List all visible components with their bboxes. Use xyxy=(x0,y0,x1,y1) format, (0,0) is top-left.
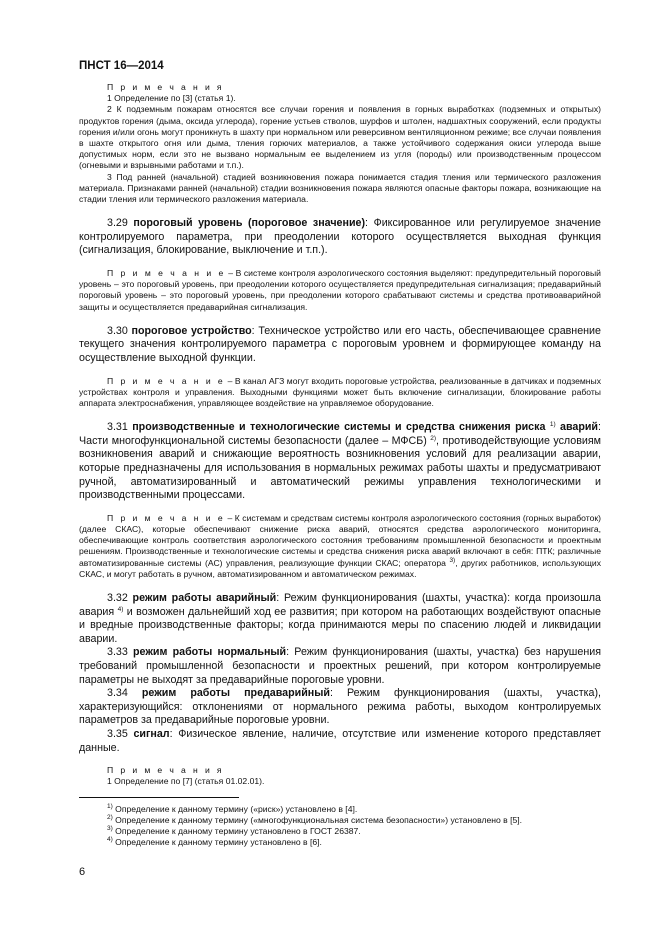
term-3-30: 3.30 пороговое устройство: Техническое устройство или его часть, обеспечивающее сравнение текущего значения контролируемого параметра с пороговым уровнем и формирующее команду на осуществление выходной функции. xyxy=(79,324,601,365)
term-title: пороговый уровень (пороговое значение) xyxy=(133,217,366,230)
footnote-ref-2: 2) xyxy=(430,434,437,442)
terms-3-32-to-3-35 xyxy=(79,592,601,755)
note-label: П р и м е ч а н и е xyxy=(107,375,226,386)
note-block-1 xyxy=(79,82,601,205)
term-title: режим работы нормальный xyxy=(133,646,287,659)
document-page xyxy=(79,60,601,848)
note-item-2: 2 К подземным пожарам относятся все случаи горения и появления в горных выработках (подземных и открытых) продуктов горения (дыма, оксида углерода), горение устьев стволов, шурфов и штолен, надшахтных сооружений, если продукты горения и/или огонь могут проникнуть в шахту при нормальном или реверсивном вентиляционном режиме; все случаи появления в шахте открытого огня или дыма, тления горючих материалов, а также устойчивого содержания окиси углерода выше допустимых норм, если это не вызвано нормальным ее выделением из угля (породы) или производственным процессом (огневыми и взрывными работами и т.п.). xyxy=(79,104,601,171)
document-header: ПНСТ 16—2014 xyxy=(79,60,164,72)
note-label: П р и м е ч а н и е xyxy=(107,268,226,279)
footnotes xyxy=(79,804,601,848)
term-3-33: 3.33 режим работы нормальный: Режим функционирования (шахты, участка) без нарушения требований промышленной безопасности и проектных решений, при котором контролируемые параметры не выходят за предаварийные пороговые уровни. xyxy=(79,646,601,686)
term-3-31: 3.31 производственные и технологические системы и средства снижения риска $^{1)}$ аварий: Части многофункциональной системы безопасности (далее – МФСБ) $^{2)}$, противодействующие условиям возникновения аварий и снижающие вероятность возникновения условий для реализации аварии, которые предназначены для использования в нормальных режимах работы шахты и предусматривают ручной, автоматизированный и автоматический режимы управления технологическими и производственными процессами. xyxy=(79,421,601,502)
term-title: режим работы аварийный xyxy=(132,592,277,604)
note-label: П р и м е ч а н и я xyxy=(107,765,224,776)
note-3-30: П р и м е ч а н и е – В канал АГЗ могут входить пороговые устройства, реализованные в датчиках и подземных устройствах контроля и управления. Выходными функциями может быть включение сигнализации, блокирование работы аппарата электроснабжения, управляющее воздействие на управляемое оборудование. xyxy=(79,375,602,409)
term-3-29: 3.29 пороговый уровень (пороговое значение): Фиксированное или регулируемое значение контролируемого параметра, при преодолении которого осуществляется выходная функция (сигнализация, блокирование, выключение и т.п.). xyxy=(79,217,601,257)
note-label: П р и м е ч а н и е xyxy=(107,512,226,523)
term-title: пороговое устройство xyxy=(131,324,252,337)
footnote-separator xyxy=(79,797,239,798)
footnote-4: $^{4)}$ Определение к данному термину установлено в [6]. xyxy=(107,835,322,847)
note-label: П р и м е ч а н и я xyxy=(107,82,224,92)
term-title: производственные и технологические системы и средства снижения риска xyxy=(132,421,546,434)
page-number: 6 xyxy=(79,866,86,878)
note-3-31: П р и м е ч а н и е – К системам и средствам системы контроля аэрологического состояния (горных выработок) (далее СКАС), которые обеспечивают снижение риска аварий, относятся средства аэрологического мониторинга, обеспечивающие контроль соответствия аэрологического состояния требованиям промышленной безопасности и проектным решениям. Производственные и технологические системы и средства снижения риска аварий включают в себя: ПТК; различные автоматизированные системы (АС) управления, реализующие функции СКАС; оператора $^{3)}$, других работников, использующих СКАС, и могут работать в ручном, автоматизированном и автоматическом режимах. xyxy=(79,512,601,579)
term-3-35: 3.35 сигнал: Физическое явление, наличие, отсутствие или изменение которого представляет данные. xyxy=(79,727,601,754)
note-item-3: 3 Под ранней (начальной) стадией возникновения пожара понимается стадия тления или термического разложения материала. Признаками ранней (начальной) стадии возникновения пожара являются опасные факторы пожара, возникающие на стадии тления или термического разложения материала. xyxy=(79,171,601,205)
footnote-1: $^{1)}$ Определение к данному термину («риск») установлено в [4]. xyxy=(107,802,358,814)
note-item-1: 1 Определение по [7] (статья 01.02.01). xyxy=(107,776,265,787)
footnote-ref-4: 4) xyxy=(117,605,124,613)
term-title: сигнал xyxy=(133,727,170,740)
footnote-3: $^{3)}$ Определение к данному термину установлено в ГОСТ 26387. xyxy=(107,824,361,836)
note-3-29: П р и м е ч а н и е – В системе контроля аэрологического состояния выделяют: предупредительный пороговый уровень – это пороговый уровень, при преодолении которого осуществляется предупредительная сигнализация; предаварийный пороговый уровень – это пороговый уровень, при преодолении которого срабатывают системы и средства противоаварийной защиты и осуществляется предаварийная сигнализация. xyxy=(79,268,601,312)
footnote-2: $^{2)}$ Определение к данному термину («многофункциональная система безопасности») установлено в [5]. xyxy=(107,813,523,825)
footnote-ref-1: 1) xyxy=(549,421,556,429)
term-3-32: 3.32 режим работы аварийный: Режим функционирования (шахты, участка): когда произошла авария $^{4)}$ и возможен дальнейший ход ее развития; при котором на работающих воздействуют опасные и вредные производственные факторы; когда принимаются меры по спасению людей и ликвидации аварии. xyxy=(79,592,601,645)
term-3-34: 3.34 режим работы предаварийный: Режим функционирования (шахты, участка), характеризующийся: отклонениями от нормального режима работы, выходом контролируемых параметров за предаварийные пороговые уровни. xyxy=(79,687,601,727)
term-title: режим работы предаварийный xyxy=(141,687,330,700)
note-item-1: 1 Определение по [3] (статья 1). xyxy=(107,93,236,104)
note-3-35 xyxy=(79,765,601,787)
footnote-ref-3: 3) xyxy=(449,556,456,564)
